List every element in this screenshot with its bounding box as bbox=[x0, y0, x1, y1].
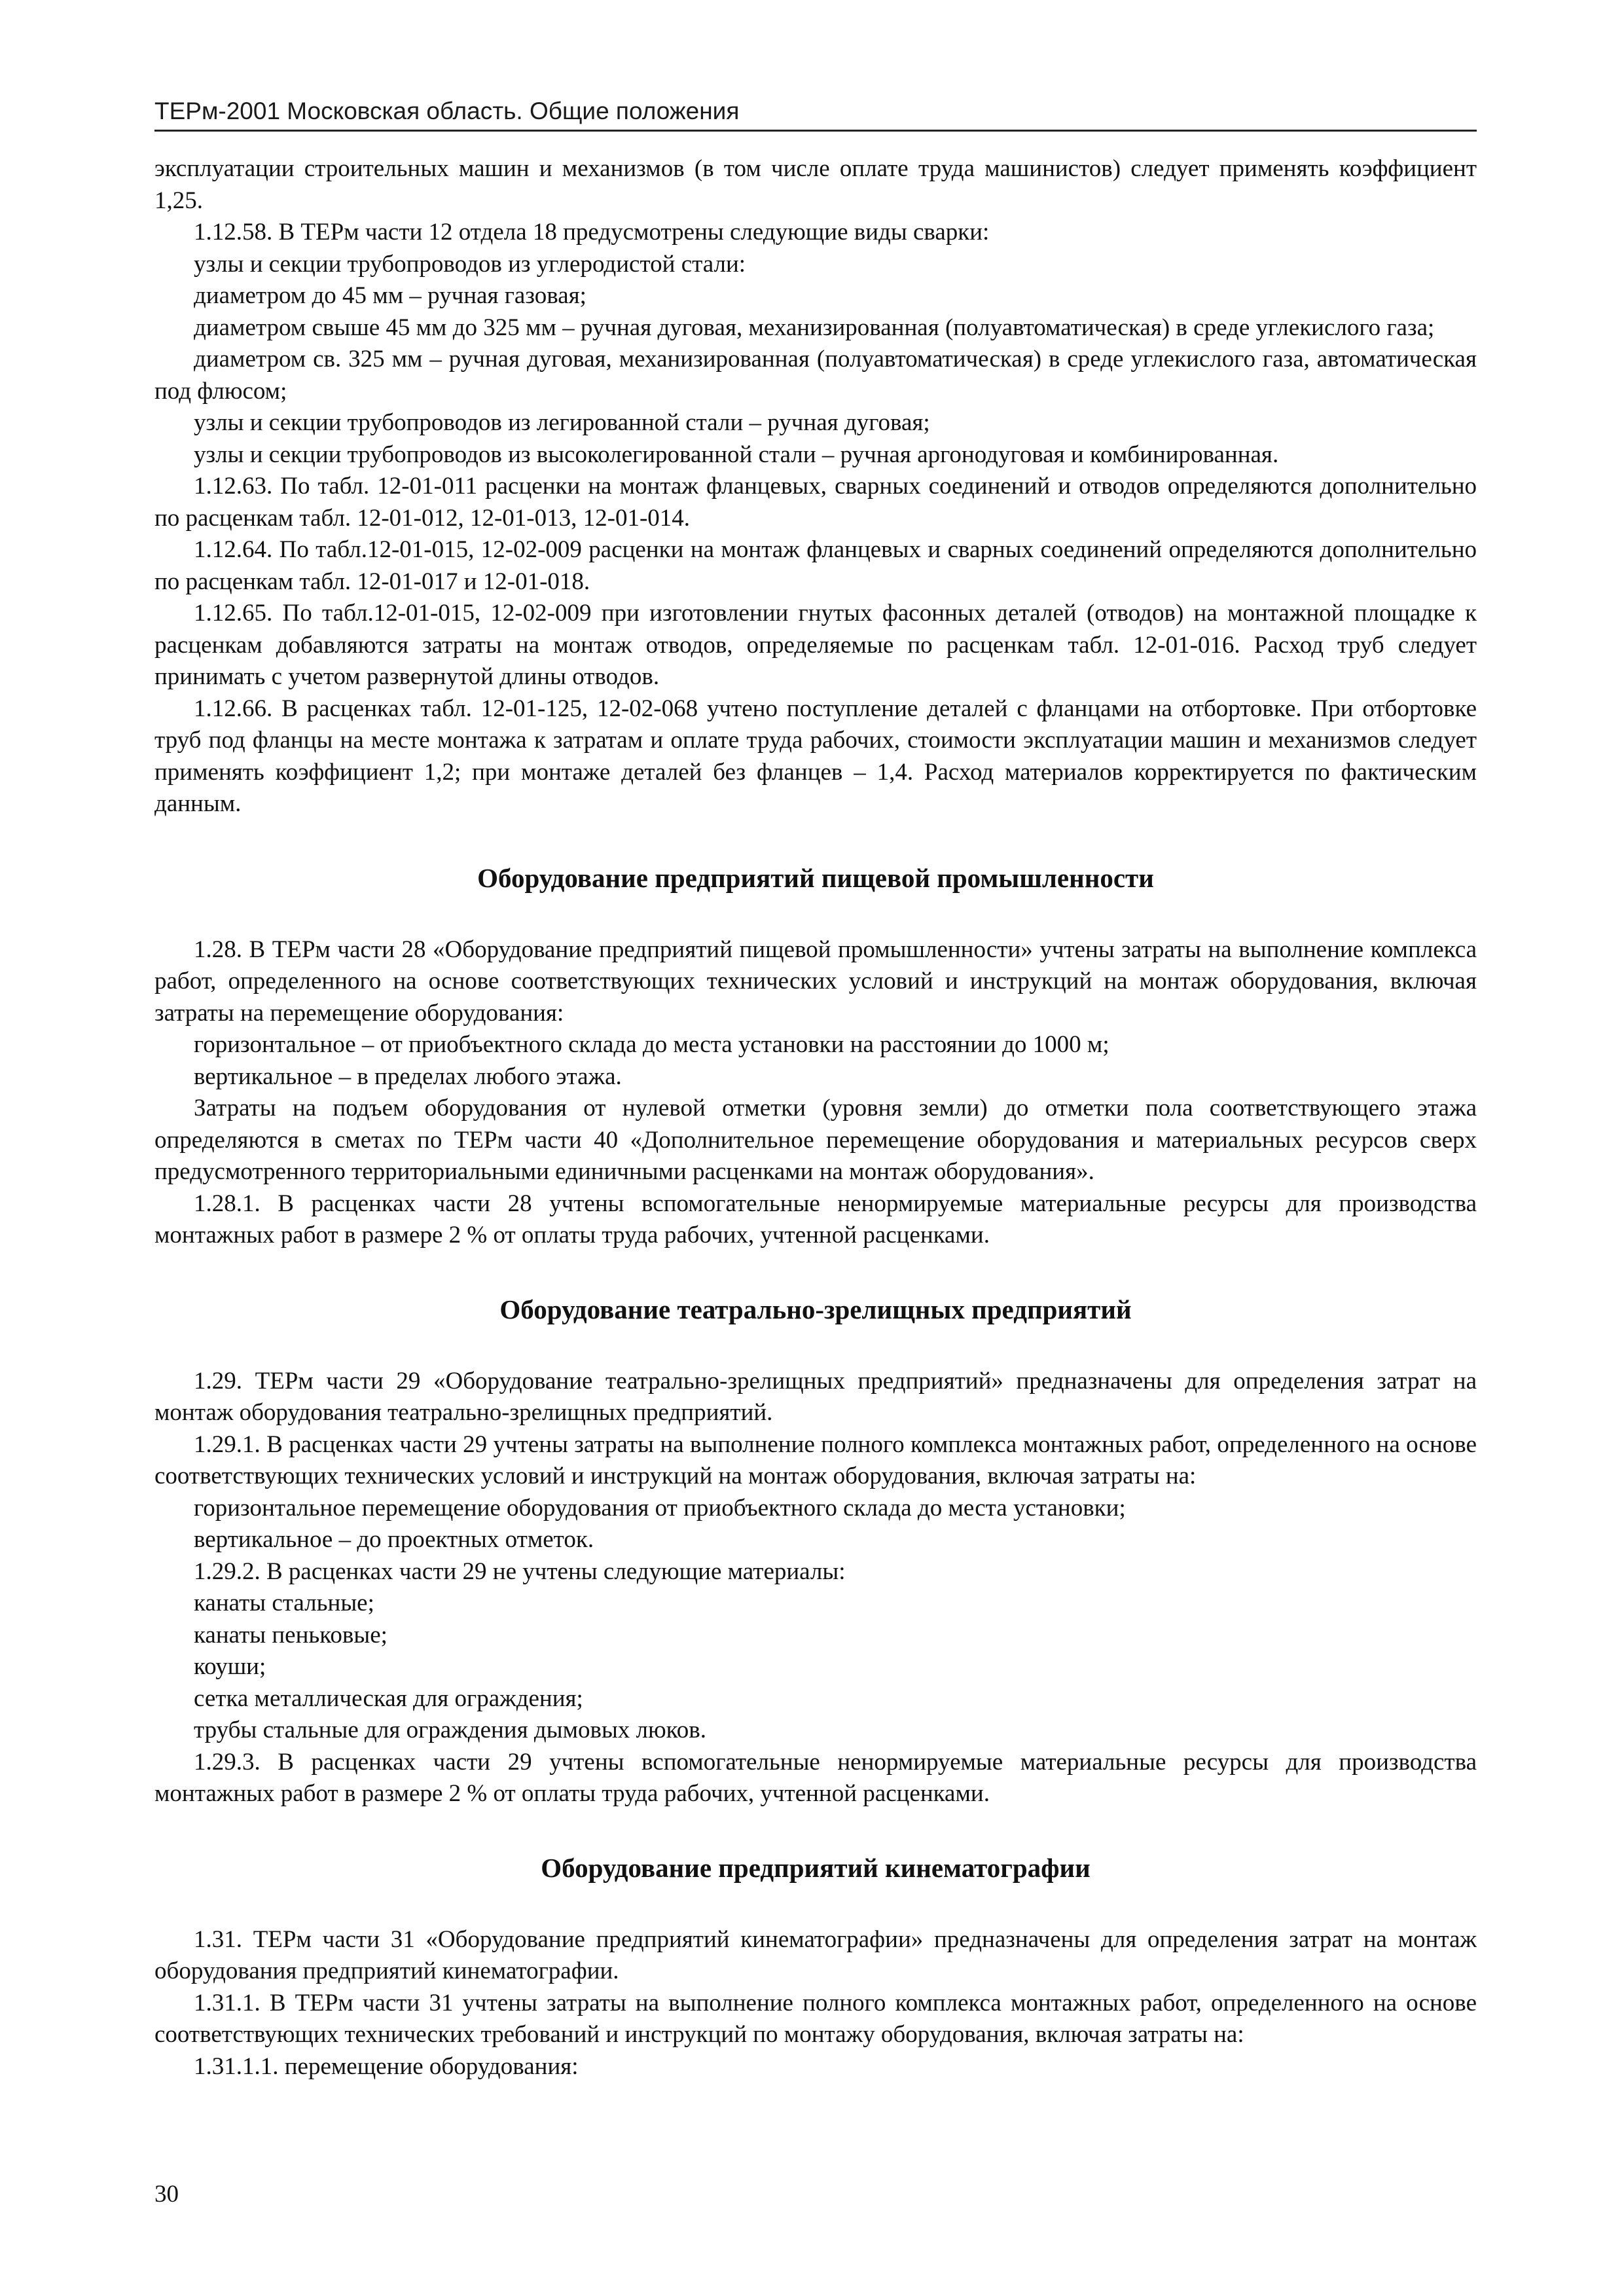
paragraph-continuation: эксплуатации строительных машин и механизмов (в том числе оплате труда машинистов) следует применять коэффициент 1,25. bbox=[154, 155, 1477, 214]
list-item: коуши; bbox=[194, 1653, 266, 1680]
paragraph: 1.29.3. В расценках части 29 учтены вспомогательные ненормируемые материальные ресурсы для производства монтажных работ в размере 2 % от оплаты труда рабочих, учтенной расценками. bbox=[154, 1748, 1477, 1807]
list-item: диаметром свыше 45 мм до 325 мм – ручная дуговая, механизированная (полуавтоматическая) в среде углекислого газа; bbox=[194, 314, 1435, 341]
list-item: узлы и секции трубопроводов из легированной стали – ручная дуговая; bbox=[194, 409, 930, 436]
list-item: вертикальное – до проектных отметок. bbox=[194, 1526, 594, 1553]
list-item: сетка металлическая для ограждения; bbox=[194, 1685, 583, 1712]
paragraph: 1.29.2. В расценках части 29 не учтены следующие материалы: bbox=[194, 1558, 846, 1585]
header-rule bbox=[154, 130, 1477, 132]
running-header: ТЕРм-2001 Московская область. Общие положения bbox=[154, 98, 740, 124]
paragraph: 1.12.66. В расценках табл. 12-01-125, 12-02-068 учтено поступление деталей с фланцами на отбортовке. При отбортовке труб под фланцы на месте монтажа к затратам и оплате труда рабочих, стоимости эксплуатации машин и механизмов следует применять коэффициент 1,2; при монтаже деталей без фланцев – 1,4. Расход материалов корректируется по фактическим данным. bbox=[154, 695, 1477, 817]
body-text bbox=[154, 153, 1477, 2083]
list-item: горизонтальное – от приобъектного склада до места установки на расстоянии до 1000 м; bbox=[194, 1031, 1110, 1058]
paragraph: 1.12.65. По табл.12-01-015, 12-02-009 при изготовлении гнутых фасонных деталей (отводов) на монтажной площадке к расценкам добавляются затраты на монтаж отводов, определяемые по расценкам табл. 12-01-016. Расход труб следует принимать с учетом развернутой длины отводов. bbox=[154, 600, 1477, 690]
paragraph: 1.29. ТЕРм части 29 «Оборудование театрально-зрелищных предприятий» предназначены для определения затрат на монтаж оборудования театрально-зрелищных предприятий. bbox=[154, 1367, 1477, 1426]
paragraph: 1.31.1. В ТЕРм части 31 учтены затраты на выполнение полного комплекса монтажных работ, определенного на основе соответствующих технических требований и инструкций по монтажу оборудования, включая затраты на: bbox=[154, 1989, 1477, 2048]
list-item: трубы стальные для ограждения дымовых люков. bbox=[194, 1717, 706, 1743]
list-item: горизонтальное перемещение оборудования от приобъектного склада до места установки; bbox=[194, 1494, 1126, 1522]
list-item: канаты пеньковые; bbox=[194, 1621, 388, 1649]
paragraph: 1.31. ТЕРм части 31 «Оборудование предприятий кинематографии» предназначены для определения затрат на монтаж оборудования предприятий кинематографии. bbox=[154, 1925, 1477, 1984]
list-item: узлы и секции трубопроводов из углеродистой стали: bbox=[194, 250, 746, 278]
paragraph: 1.28. В ТЕРм части 28 «Оборудование предприятий пищевой промышленности» учтены затраты на выполнение комплекса работ, определенного на основе соответствующих технических условий и инструкций на монтаж оборудования, включая затраты на перемещение оборудования: bbox=[154, 936, 1477, 1027]
list-item: узлы и секции трубопроводов из высоколегированной стали – ручная аргонодуговая и комбинированная. bbox=[194, 441, 1279, 468]
paragraph: 1.12.58. В ТЕРм части 12 отдела 18 предусмотрены следующие виды сварки: bbox=[194, 219, 990, 246]
paragraph: Затраты на подъем оборудования от нулевой отметки (уровня земли) до отметки пола соответствующего этажа определяются в сметах по ТЕРм части 40 «Дополнительное перемещение оборудования и материальных ресурсов сверх предусмотренного территориальными единичными расценками на монтаж оборудования». bbox=[154, 1095, 1477, 1185]
paragraph: 1.31.1.1. перемещение оборудования: bbox=[194, 2052, 579, 2080]
section-heading-cinema: Оборудование предприятий кинематографии bbox=[541, 1852, 1091, 1883]
paragraph: 1.12.63. По табл. 12-01-011 расценки на монтаж фланцевых, сварных соединений и отводов определяются дополнительно по расценкам табл. 12-01-012, 12-01-013, 12-01-014. bbox=[154, 473, 1477, 532]
list-item: вертикальное – в пределах любого этажа. bbox=[194, 1063, 622, 1090]
paragraph: 1.28.1. В расценках части 28 учтены вспомогательные ненормируемые материальные ресурсы для производства монтажных работ в размере 2 % от оплаты труда рабочих, учтенной расценками. bbox=[154, 1190, 1477, 1248]
section-heading-food-industry: Оборудование предприятий пищевой промышленности bbox=[477, 862, 1154, 893]
paragraph: 1.29.1. В расценках части 29 учтены затраты на выполнение полного комплекса монтажных работ, определенного на основе соответствующих технических условий и инструкций на монтаж оборудования, включая затраты на: bbox=[154, 1430, 1477, 1489]
paragraph: 1.12.64. По табл.12-01-015, 12-02-009 расценки на монтаж фланцевых и сварных соединений определяются дополнительно по расценкам табл. 12-01-017 и 12-01-018. bbox=[154, 536, 1477, 595]
page-number: 30 bbox=[154, 2181, 179, 2208]
section-heading-theatre: Оборудование театрально-зрелищных предприятий bbox=[499, 1294, 1132, 1324]
list-item: канаты стальные; bbox=[194, 1590, 374, 1616]
list-item: диаметром св. 325 мм – ручная дуговая, механизированная (полуавтоматическая) в среде углекислого газа, автоматическая под флюсом; bbox=[154, 346, 1477, 405]
list-item: диаметром до 45 мм – ручная газовая; bbox=[194, 282, 586, 309]
